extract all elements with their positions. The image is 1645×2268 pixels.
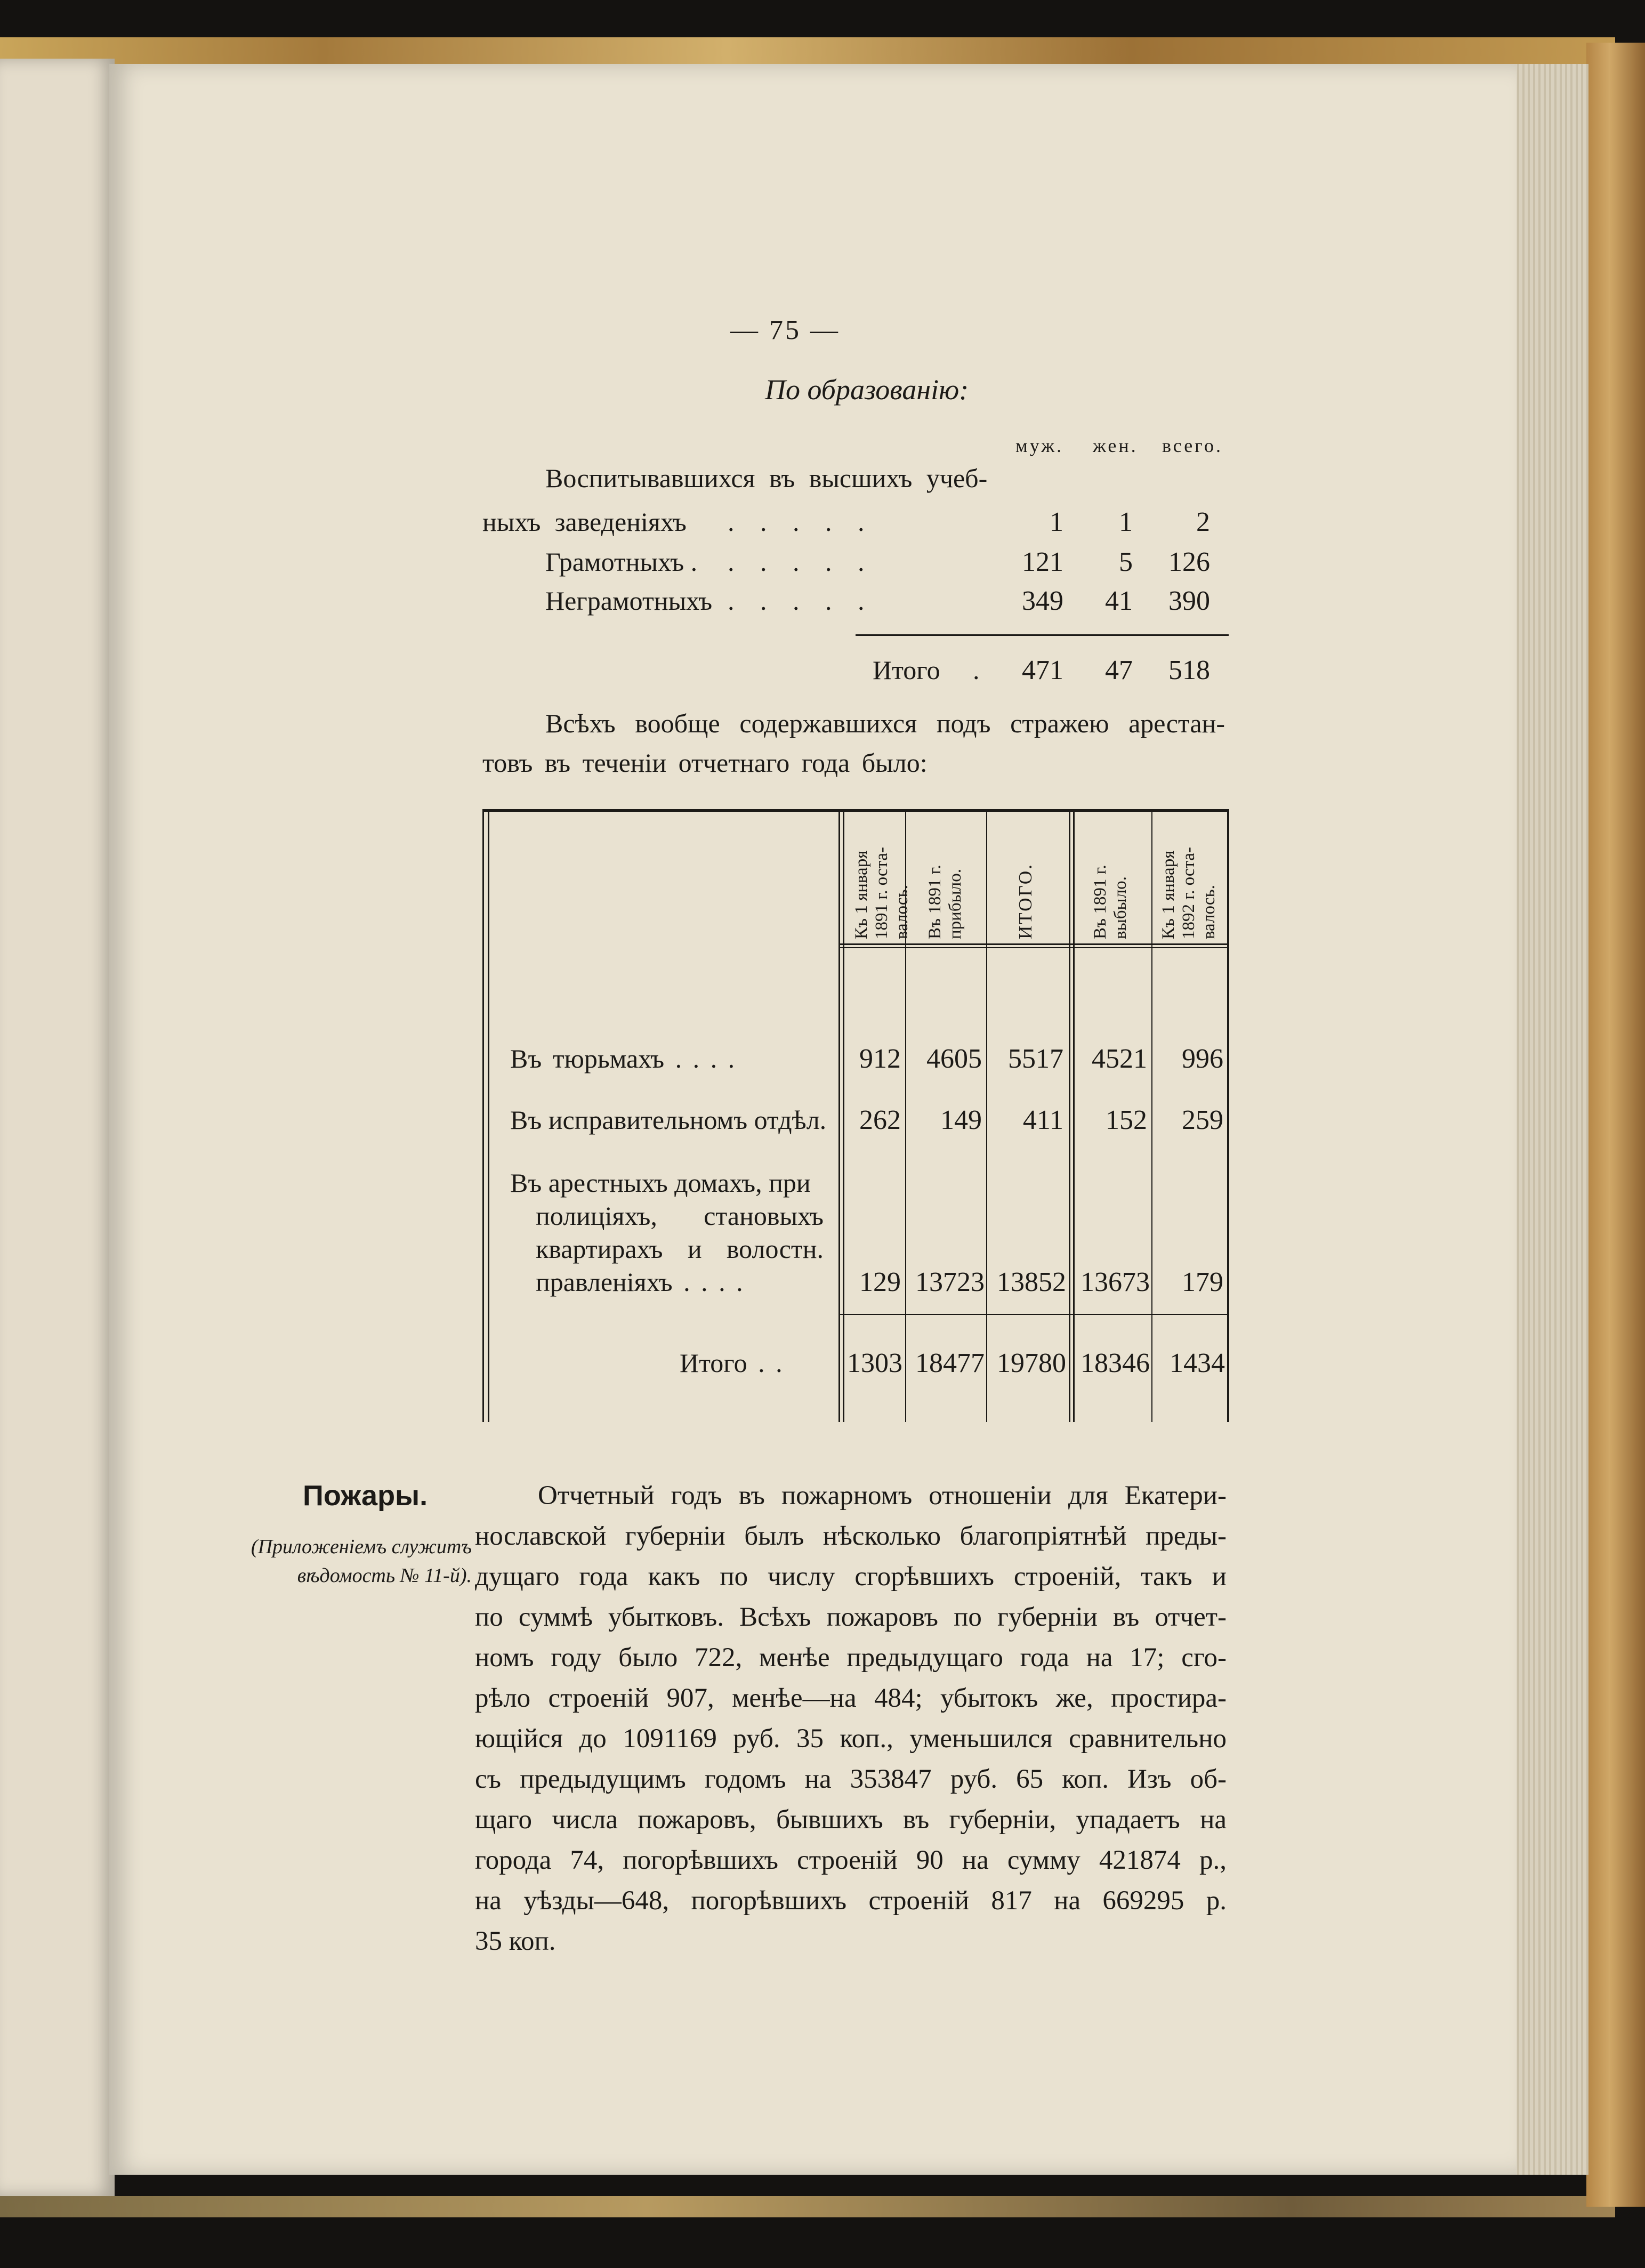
fires-paragraph <box>475 1475 1227 1962</box>
fires-side-note-line2: вѣдомость № 11-й). <box>297 1564 472 1587</box>
fires-line-2: нославской губерніи былъ нѣсколько благопріятнѣй преды- <box>475 1521 1227 1551</box>
tr-arrest-label-3: квартирахъ и волостн. <box>536 1234 824 1264</box>
col-header-total: всего. <box>1162 435 1223 456</box>
col-sep-4a <box>1069 809 1070 1422</box>
table-top-rule <box>482 809 1229 812</box>
table-header-rule <box>840 943 1229 945</box>
col-header-male: муж. <box>1015 435 1064 456</box>
page <box>109 64 1517 2175</box>
tr-prisons-v3: 5517 <box>1008 1044 1063 1074</box>
tr-arrest-label-4: правленіяхъ . . . . <box>536 1267 743 1297</box>
tr-correctional-v4: 152 <box>1106 1105 1147 1135</box>
tr-total-label: Итого . . <box>680 1348 783 1378</box>
page-stack-edge <box>1509 64 1588 2175</box>
edu-total-dot: . <box>973 655 980 685</box>
tr-arrest-label-1: Въ арестныхъ домахъ, при <box>510 1168 811 1198</box>
edu-row-1-male: 1 <box>1050 507 1063 537</box>
th-start-1892: Къ 1 января 1892 г. оста-валось. <box>1159 847 1219 939</box>
edu-row-2-male: 121 <box>1022 547 1063 577</box>
table-left-border <box>482 809 484 1422</box>
th-total: ИТОГО. <box>1015 863 1036 939</box>
tr-correctional-v3: 411 <box>1022 1105 1063 1135</box>
th-start-1891: Къ 1 января 1891 г. оста-валось. <box>852 847 912 939</box>
edu-row-2-label: Грамотныхъ . <box>545 547 698 577</box>
col-sep-5 <box>1151 809 1152 1422</box>
edu-row-1-line1: Воспитывавшихся въ высшихъ учеб- <box>545 463 988 493</box>
tr-arrest-v1: 129 <box>859 1267 901 1297</box>
tr-prisons-v1: 912 <box>859 1044 901 1074</box>
tr-total-v5: 1434 <box>1170 1348 1225 1378</box>
education-heading: По образованію: <box>765 374 969 406</box>
tr-total-v2: 18477 <box>915 1348 985 1378</box>
edu-row-3-total: 390 <box>1168 586 1210 616</box>
tr-prisons-v4: 4521 <box>1092 1044 1147 1074</box>
fires-side-note-line1: (Приложеніемъ служитъ <box>251 1536 472 1558</box>
edu-row-3-dots: . . . . . <box>728 586 874 616</box>
fires-side-title: Пожары. <box>303 1480 428 1512</box>
book-cover-edge <box>1586 43 1645 2207</box>
page-number: — 75 — <box>730 315 840 345</box>
fires-side-note <box>235 1532 472 1590</box>
edu-total-total: 518 <box>1168 655 1210 685</box>
edu-total-male: 471 <box>1022 655 1063 685</box>
edu-row-1-total: 2 <box>1196 507 1210 537</box>
edu-row-3-label: Неграмотныхъ <box>545 586 713 616</box>
tr-prisons-label: Въ тюрьмахъ . . . . <box>510 1044 735 1074</box>
tr-arrest-v2: 13723 <box>915 1267 985 1297</box>
col-sep-4b <box>1073 809 1075 1422</box>
fires-line-6: рѣло строеній 907, менѣе—на 484; убытокъ же, простира- <box>475 1683 1227 1713</box>
fires-line-5: номъ году было 722, менѣе предыдущаго года на 17; сго- <box>475 1643 1227 1673</box>
tr-prisons-v2: 4605 <box>926 1044 982 1074</box>
col-header-female: жен. <box>1093 435 1138 456</box>
tr-arrest-v5: 179 <box>1182 1267 1223 1297</box>
col-sep-1b <box>843 809 844 1422</box>
col-sep-3 <box>986 809 987 1422</box>
edu-row-2-total: 126 <box>1168 547 1210 577</box>
edu-total-label: Итого <box>873 655 940 685</box>
tr-correctional-v1: 262 <box>859 1105 901 1135</box>
edu-row-3-female: 41 <box>1105 586 1133 616</box>
prisoners-intro-line1: Всѣхъ вообще содержавшихся подъ стражею арестан- <box>545 708 1225 738</box>
table-left-border-2 <box>488 809 489 1422</box>
edu-sum-rule <box>856 634 1229 636</box>
edu-row-2-dots: . . . . . <box>728 547 874 577</box>
fires-line-10: города 74, погорѣвшихъ строеній 90 на сумму 421874 р., <box>475 1845 1227 1875</box>
edu-total-female: 47 <box>1105 655 1133 685</box>
tr-arrest-label-2: полиціяхъ, становыхъ <box>536 1201 824 1231</box>
col-sep-1a <box>838 809 840 1422</box>
edu-row-3-male: 349 <box>1022 586 1063 616</box>
edu-row-1-dots: . . . . . <box>728 507 874 537</box>
fires-line-8: съ предыдущимъ годомъ на 353847 руб. 65 коп. Изъ об- <box>475 1764 1227 1794</box>
th-arrived-1891: Въ 1891 г. прибыло. <box>925 865 965 939</box>
tr-total-v1: 1303 <box>847 1348 902 1378</box>
tr-prisons-v5: 996 <box>1182 1044 1223 1074</box>
fires-line-3: дущаго года какъ по числу сгорѣвшихъ строеній, такъ и <box>475 1562 1227 1592</box>
fires-line-12: 35 коп. <box>475 1926 556 1956</box>
prisoners-intro-line2: товъ въ теченіи отчетнаго года было: <box>482 748 928 778</box>
left-page <box>0 59 115 2196</box>
tr-arrest-v4: 13673 <box>1080 1267 1150 1297</box>
tr-correctional-label: Въ исправительномъ отдѣл. <box>510 1105 827 1135</box>
fires-line-7: ющійся до 1091169 руб. 35 коп., уменьшился сравнительно <box>475 1724 1227 1754</box>
edu-row-1-line2: ныхъ заведеніяхъ <box>482 507 687 537</box>
fires-line-4: по суммѣ убытковъ. Всѣхъ пожаровъ по губерніи въ отчет- <box>475 1602 1227 1632</box>
th-left-1891: Въ 1891 г. выбыло. <box>1091 865 1130 939</box>
table-right-border <box>1227 809 1229 1422</box>
tr-total-v3: 19780 <box>997 1348 1066 1378</box>
binding-tape-bottom <box>0 2196 1615 2217</box>
fires-line-11: на уѣзды—648, погорѣвшихъ строеній 817 на 669295 р. <box>475 1886 1227 1916</box>
table-total-rule <box>840 1314 1229 1315</box>
fires-line-1: Отчетный годъ въ пожарномъ отношеніи для Екатери- <box>538 1481 1227 1511</box>
tr-arrest-v3: 13852 <box>997 1267 1066 1297</box>
tr-total-v4: 18346 <box>1080 1348 1150 1378</box>
tr-correctional-v5: 259 <box>1182 1105 1223 1135</box>
tr-correctional-v2: 149 <box>940 1105 982 1135</box>
table-header-rule-2 <box>840 947 1229 948</box>
edu-row-1-female: 1 <box>1119 507 1133 537</box>
edu-row-2-female: 5 <box>1119 547 1133 577</box>
fires-line-9: щаго числа пожаровъ, бывшихъ въ губерніи, упадаетъ на <box>475 1805 1227 1835</box>
